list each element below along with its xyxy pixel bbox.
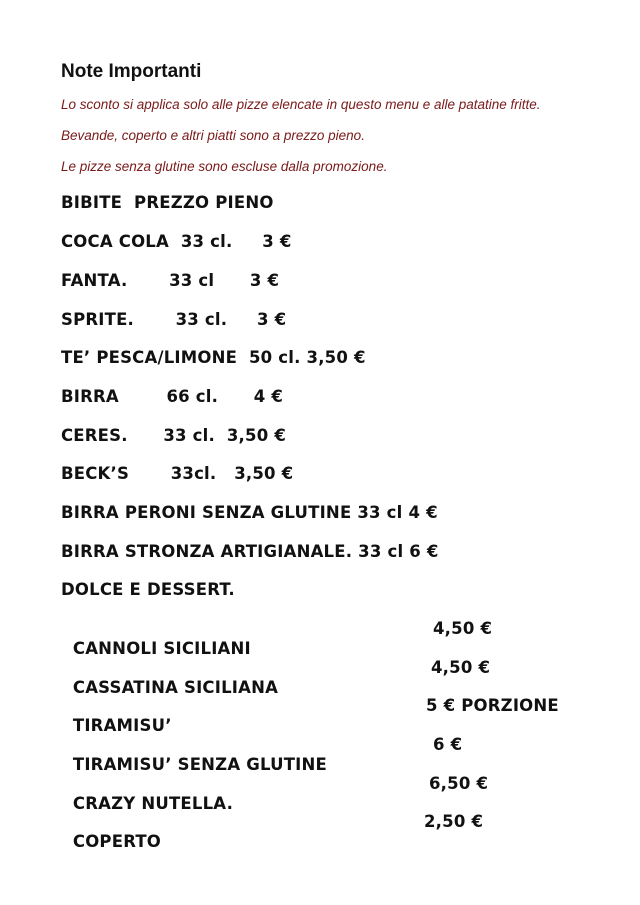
dessert-name: TIRAMISU’ SENZA GLUTINE xyxy=(72,755,327,774)
drink-item: BIRRA PERONI SENZA GLUTINE 33 cl 4 € xyxy=(61,503,438,522)
drink-item: TE’ PESCA/LIMONE 50 cl. 3,50 € xyxy=(61,348,366,367)
drink-item: SPRITE. 33 cl. 3 € xyxy=(61,310,287,329)
note-full-price: Bevande, coperto e altri piatti sono a prezzo pieno. xyxy=(61,128,365,143)
dessert-price: 5 € PORZIONE xyxy=(426,696,559,715)
dessert-price: 6 € xyxy=(433,735,463,754)
note-gluten-free: Le pizze senza glutine sono escluse dalla promozione. xyxy=(61,159,388,174)
dessert-item xyxy=(61,812,484,872)
dessert-name: CRAZY NUTELLA. xyxy=(72,794,234,813)
dessert-price: 2,50 € xyxy=(424,812,484,831)
dessert-name: CANNOLI SICILIANI xyxy=(72,639,251,658)
dessert-name: COPERTO xyxy=(72,832,162,851)
dessert-price: 4,50 € xyxy=(431,658,491,677)
dessert-name: CASSATINA SICILIANA xyxy=(72,678,279,697)
drink-item: FANTA. 33 cl 3 € xyxy=(61,271,280,290)
drink-item: COCA COLA 33 cl. 3 € xyxy=(61,232,292,251)
dessert-name: TIRAMISU’ xyxy=(72,716,172,735)
drink-item: BIRRA STRONZA ARTIGIANALE. 33 cl 6 € xyxy=(61,542,439,561)
drink-item: BECK’S 33cl. 3,50 € xyxy=(61,464,294,483)
desserts-section-header: DOLCE E DESSERT. xyxy=(61,580,235,599)
dessert-price: 4,50 € xyxy=(433,619,493,638)
dessert-price: 6,50 € xyxy=(429,774,489,793)
drink-item: CERES. 33 cl. 3,50 € xyxy=(61,426,287,445)
page-title: Note Importanti xyxy=(61,61,202,82)
drinks-section-header: BIBITE PREZZO PIENO xyxy=(61,193,274,212)
note-discount: Lo sconto si applica solo alle pizze elencate in questo menu e alle patatine fritte. xyxy=(61,97,541,112)
drink-item: BIRRA 66 cl. 4 € xyxy=(61,387,284,406)
